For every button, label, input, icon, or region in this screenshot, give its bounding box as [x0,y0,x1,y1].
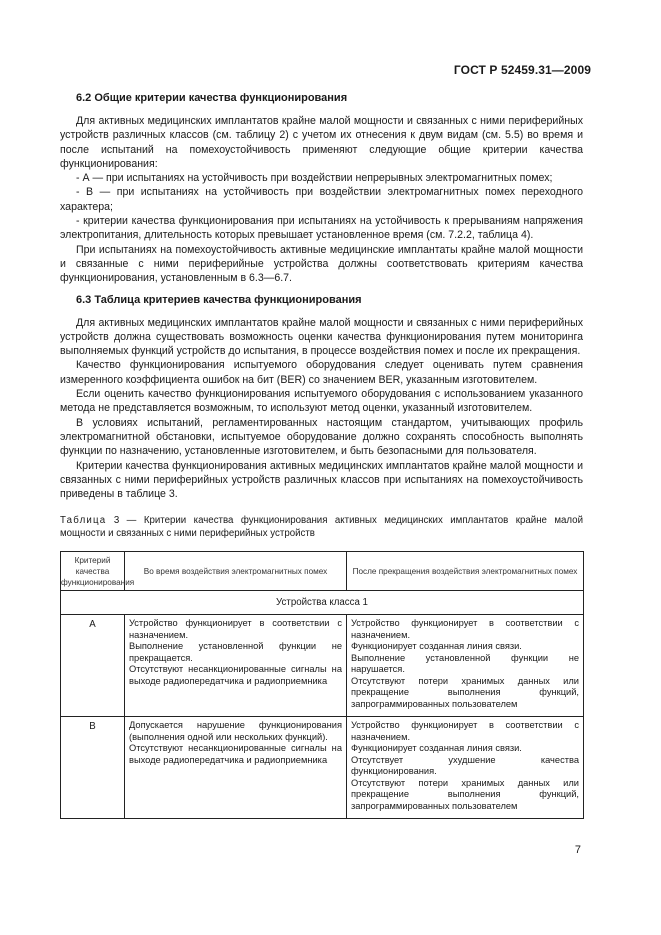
during-cell [125,717,347,819]
cell-line: Выполнение установленной функции не нарушается. [351,652,579,675]
after-cell [347,717,584,819]
cell-line: Отсутствуют несанкционированные сигналы на выходе радиопередатчика и радиоприемника [129,664,342,686]
cell-line: Устройство функционирует в соответствии с назначением. [351,720,579,742]
list-item: - В — при испытаниях на устойчивость при воздействии электромагнитных помех переходного характера; [60,186,583,213]
cell-line: Функционирует созданная линия связи. [351,743,522,754]
table-row [61,615,584,717]
after-cell [347,615,584,717]
cell-line: Отсутствуют несанкционированные сигналы на выходе радиопередатчика и радиоприемника [129,743,342,765]
criterion-cell: В [61,717,125,819]
paragraph: Для активных медицинских имплантатов крайне малой мощности и связанных с ними периферийных устройств различных классов (см. таблицу 2) с учетом их отнесения к двум видам (см. 5.5) во время и после испытаний на помехоустойчивость применяют следующие общие критерии качества функционирования: [60,115,583,170]
table-caption-label: Таблица [60,515,107,527]
paragraph: Качество функционирования испытуемого оборудования следует оценивать путем сравнения измеренного коэффициента ошибок на бит (BER) со значением BER, указанным изготовителем. [60,359,583,386]
list-item: - критерии качества функционирования при испытаниях на устойчивость к прерываниям напряжения электропитания, длительность которых превышает установленное время (см. 7.2.2, таблица 4). [60,215,583,242]
cell-line: Устройство функционирует в соответствии с назначением. [351,618,579,640]
header-after: После прекращения воздействия электромагнитных помех [347,552,584,591]
section-6-3-title: 6.3 Таблица критериев качества функционирования [76,293,362,306]
cell-line: Отсутствует ухудшение качества функционирования. [351,754,579,777]
paragraph: При испытаниях на помехоустойчивость активные медицинские имплантаты крайне малой мощности и связанные с ними периферийные устройства должны соответствовать критериям качества функционирования, установленным в 6.3—6.7. [60,243,583,285]
table-caption-text: 3 — Критерии качества функционирования активных медицинских имплантатов крайне малой мощности и связанных с ними периферийных устройств [60,515,583,540]
page-number: 7 [574,844,581,856]
paragraph: Если оценить качество функционирования испытуемого оборудования с использованием указанного метода не представляется возможным, то используют метод оценки, указанный изготовителем. [60,388,583,415]
during-cell [125,615,347,717]
paragraph: В условиях испытаний, регламентированных настоящим стандартом, учитывающих профиль электромагнитной обстановки, испытуемое оборудование должно сохранять способность выполнять функции по назначению, установленные изготовителем, и быть безопасными для пользователя. [60,416,583,458]
cell-line: Выполнение установленной функции не прекращается. [129,641,342,663]
criteria-table [60,551,584,819]
table-caption [60,514,583,540]
paragraph: Критерии качества функционирования активных медицинских имплантатов крайне малой мощности и связанных с ними периферийных устройств различных классов при испытаниях на помехоустойчивость приведены в таблице 3. [60,459,583,501]
page-content [60,91,583,819]
cell-line: Функционирует созданная линия связи. [351,641,522,652]
table-group-row [61,591,584,615]
device-class-label: Устройства класса 1 [61,591,584,615]
table-header-row [61,552,584,591]
section-6-2-title: 6.2 Общие критерии качества функционирования [76,92,348,104]
cell-line: Отсутствуют потери хранимых данных или прекращение выполнения функций, запрограммированных пользователем [351,777,579,811]
table-row [61,717,584,819]
cell-line: Отсутствуют потери хранимых данных или прекращение выполнения функций, запрограммированных пользователем [351,675,579,709]
header-during: Во время воздействия электромагнитных помех [125,552,347,591]
criterion-cell: А [61,615,125,717]
header-criterion: Критерий качества функционирования [61,552,125,591]
list-item: - А — при испытаниях на устойчивость при воздействии непрерывных электромагнитных помех; [76,172,553,185]
cell-line: Устройство функционирует в соответствии с назначением. [129,618,342,640]
document-number: ГОСТ Р 52459.31—2009 [453,63,591,77]
paragraph: Для активных медицинских имплантатов крайне малой мощности и связанных с ними периферийных устройств должна существовать возможность оценки качества функционирования путем мониторинга выполняемых функций устройств до испытания, в процессе воздействия помех и после их прекращения. [60,316,583,358]
cell-line: Допускается нарушение функционирования (выполнения одной или нескольких функций). [129,720,342,742]
